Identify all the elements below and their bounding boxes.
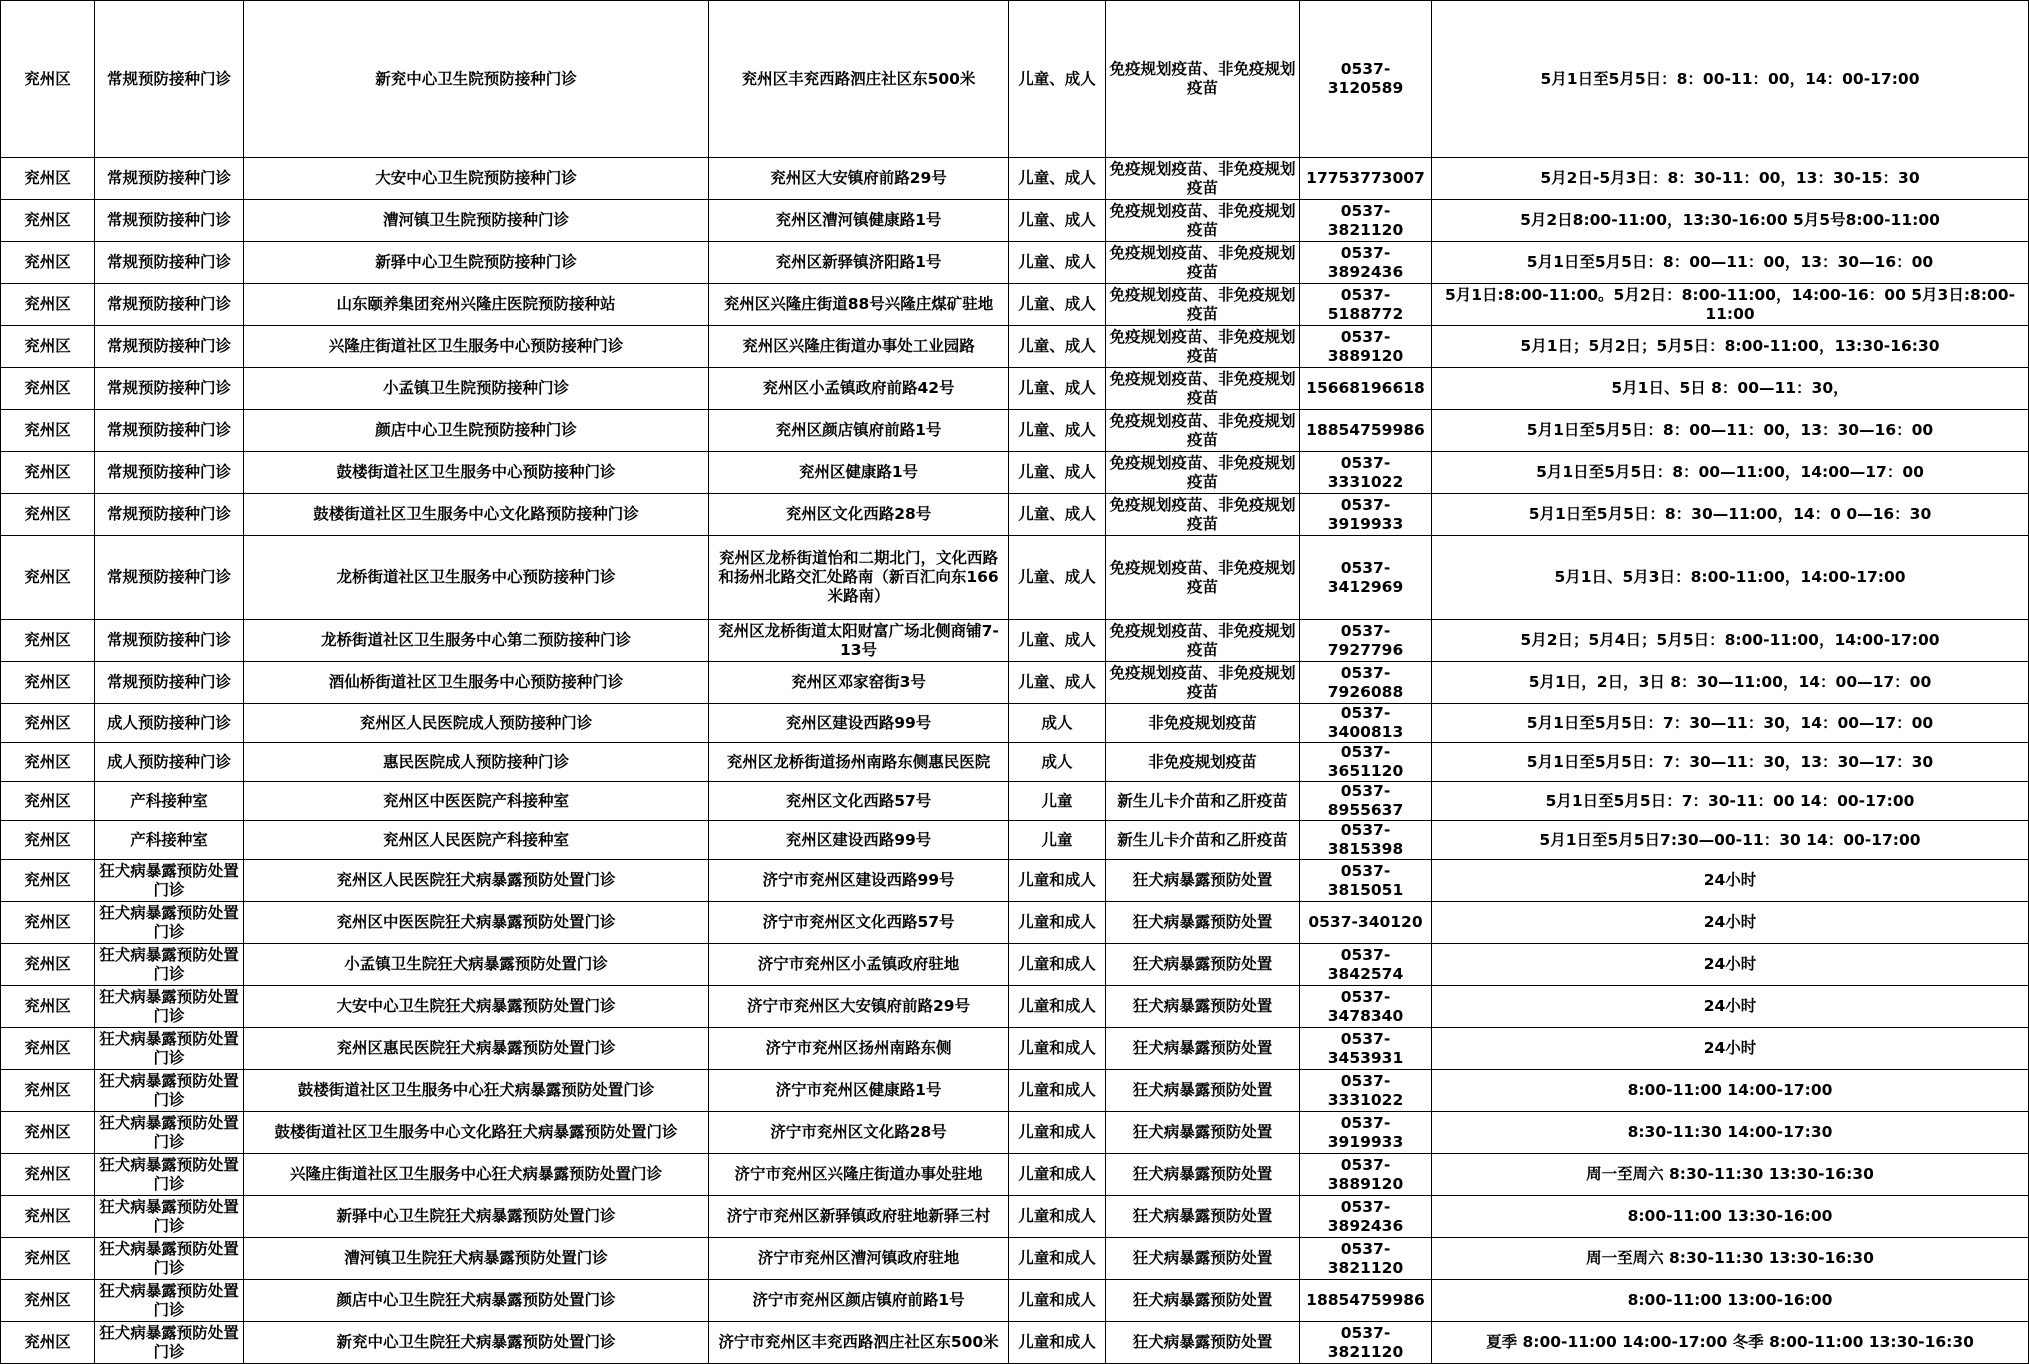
cell-phone: 17753773007 [1300, 158, 1432, 200]
cell-type: 狂犬病暴露预防处置门诊 [95, 1322, 244, 1364]
cell-type: 常规预防接种门诊 [95, 662, 244, 704]
cell-address: 济宁市兖州区颜店镇府前路1号 [709, 1280, 1009, 1322]
cell-address: 济宁市兖州区新驿镇政府驻地新驿三村 [709, 1196, 1009, 1238]
cell-vaccine: 免疫规划疫苗、非免疫规划疫苗 [1106, 620, 1300, 662]
cell-type: 狂犬病暴露预防处置门诊 [95, 944, 244, 986]
cell-vaccine: 免疫规划疫苗、非免疫规划疫苗 [1106, 200, 1300, 242]
cell-hours: 5月2日-5月3日：8：30-11：00，13：30-15：30 [1432, 158, 2029, 200]
cell-vaccine: 免疫规划疫苗、非免疫规划疫苗 [1106, 158, 1300, 200]
table-row [1, 1028, 2029, 1070]
table-row [1, 1154, 2029, 1196]
cell-target: 儿童、成人 [1009, 242, 1106, 284]
cell-district: 兖州区 [1, 902, 95, 944]
cell-hours: 24小时 [1432, 986, 2029, 1028]
cell-hours: 24小时 [1432, 902, 2029, 944]
cell-name: 颜店中心卫生院预防接种门诊 [244, 410, 709, 452]
cell-type: 产科接种室 [95, 782, 244, 821]
cell-phone: 0537-3331022 [1300, 452, 1432, 494]
cell-hours: 周一至周六 8:30-11:30 13:30-16:30 [1432, 1238, 2029, 1280]
cell-type: 狂犬病暴露预防处置门诊 [95, 1196, 244, 1238]
cell-phone: 0537-3412969 [1300, 536, 1432, 620]
cell-district: 兖州区 [1, 1280, 95, 1322]
cell-address: 济宁市兖州区丰兖西路泗庄社区东500米 [709, 1322, 1009, 1364]
cell-phone: 0537-3453931 [1300, 1028, 1432, 1070]
cell-hours: 5月1日至5月5日：8：30—11:00，14：0 0—16：30 [1432, 494, 2029, 536]
cell-district: 兖州区 [1, 158, 95, 200]
cell-name: 酒仙桥街道社区卫生服务中心预防接种门诊 [244, 662, 709, 704]
table-row [1, 1196, 2029, 1238]
cell-district: 兖州区 [1, 452, 95, 494]
cell-phone: 0537-3889120 [1300, 1154, 1432, 1196]
cell-target: 儿童、成人 [1009, 536, 1106, 620]
cell-type: 常规预防接种门诊 [95, 368, 244, 410]
cell-phone: 0537-340120 [1300, 902, 1432, 944]
cell-target: 儿童和成人 [1009, 1070, 1106, 1112]
clinic-table-body [1, 1, 2029, 1364]
cell-phone: 0537-8955637 [1300, 782, 1432, 821]
cell-type: 常规预防接种门诊 [95, 494, 244, 536]
cell-address: 兖州区文化西路57号 [709, 782, 1009, 821]
cell-vaccine: 免疫规划疫苗、非免疫规划疫苗 [1106, 284, 1300, 326]
cell-name: 新驿中心卫生院狂犬病暴露预防处置门诊 [244, 1196, 709, 1238]
cell-district: 兖州区 [1, 326, 95, 368]
cell-target: 儿童、成人 [1009, 1, 1106, 158]
cell-name: 漕河镇卫生院狂犬病暴露预防处置门诊 [244, 1238, 709, 1280]
cell-phone: 0537-3478340 [1300, 986, 1432, 1028]
cell-target: 儿童和成人 [1009, 1196, 1106, 1238]
cell-type: 常规预防接种门诊 [95, 620, 244, 662]
cell-address: 济宁市兖州区漕河镇政府驻地 [709, 1238, 1009, 1280]
cell-phone: 0537-3400813 [1300, 704, 1432, 743]
cell-type: 狂犬病暴露预防处置门诊 [95, 1238, 244, 1280]
cell-district: 兖州区 [1, 620, 95, 662]
cell-type: 狂犬病暴露预防处置门诊 [95, 1070, 244, 1112]
cell-vaccine: 狂犬病暴露预防处置 [1106, 1154, 1300, 1196]
table-row [1, 158, 2029, 200]
cell-type: 常规预防接种门诊 [95, 326, 244, 368]
cell-district: 兖州区 [1, 704, 95, 743]
cell-vaccine: 免疫规划疫苗、非免疫规划疫苗 [1106, 1, 1300, 158]
cell-target: 儿童和成人 [1009, 1238, 1106, 1280]
table-row [1, 326, 2029, 368]
cell-type: 狂犬病暴露预防处置门诊 [95, 986, 244, 1028]
table-row [1, 452, 2029, 494]
cell-phone: 0537-3821120 [1300, 1322, 1432, 1364]
cell-type: 常规预防接种门诊 [95, 410, 244, 452]
cell-address: 兖州区文化西路28号 [709, 494, 1009, 536]
cell-vaccine: 新生儿卡介苗和乙肝疫苗 [1106, 821, 1300, 860]
cell-name: 鼓楼街道社区卫生服务中心文化路狂犬病暴露预防处置门诊 [244, 1112, 709, 1154]
table-row [1, 782, 2029, 821]
cell-hours: 8:00-11:00 13:30-16:00 [1432, 1196, 2029, 1238]
table-row [1, 368, 2029, 410]
cell-district: 兖州区 [1, 860, 95, 902]
table-row [1, 494, 2029, 536]
cell-phone: 0537-7927796 [1300, 620, 1432, 662]
cell-vaccine: 免疫规划疫苗、非免疫规划疫苗 [1106, 410, 1300, 452]
cell-hours: 周一至周六 8:30-11:30 13:30-16:30 [1432, 1154, 2029, 1196]
cell-type: 常规预防接种门诊 [95, 536, 244, 620]
table-row [1, 704, 2029, 743]
cell-type: 常规预防接种门诊 [95, 1, 244, 158]
cell-name: 新驿中心卫生院预防接种门诊 [244, 242, 709, 284]
cell-phone: 15668196618 [1300, 368, 1432, 410]
cell-address: 兖州区健康路1号 [709, 452, 1009, 494]
cell-district: 兖州区 [1, 494, 95, 536]
cell-vaccine: 狂犬病暴露预防处置 [1106, 1322, 1300, 1364]
cell-target: 儿童、成人 [1009, 200, 1106, 242]
cell-vaccine: 狂犬病暴露预防处置 [1106, 1280, 1300, 1322]
cell-name: 惠民医院成人预防接种门诊 [244, 743, 709, 782]
cell-district: 兖州区 [1, 1070, 95, 1112]
cell-hours: 夏季 8:00-11:00 14:00-17:00 冬季 8:00-11:00 13:30-16:30 [1432, 1322, 2029, 1364]
cell-phone: 0537-3892436 [1300, 1196, 1432, 1238]
cell-target: 儿童、成人 [1009, 368, 1106, 410]
cell-vaccine: 狂犬病暴露预防处置 [1106, 902, 1300, 944]
cell-name: 新兖中心卫生院预防接种门诊 [244, 1, 709, 158]
cell-vaccine: 新生儿卡介苗和乙肝疫苗 [1106, 782, 1300, 821]
table-row [1, 902, 2029, 944]
cell-hours: 5月1日；5月2日；5月5日：8:00-11:00，13:30-16:30 [1432, 326, 2029, 368]
cell-phone: 0537-3889120 [1300, 326, 1432, 368]
cell-name: 兖州区人民医院成人预防接种门诊 [244, 704, 709, 743]
cell-name: 小孟镇卫生院狂犬病暴露预防处置门诊 [244, 944, 709, 986]
cell-address: 济宁市兖州区文化西路57号 [709, 902, 1009, 944]
cell-target: 儿童和成人 [1009, 1280, 1106, 1322]
cell-district: 兖州区 [1, 242, 95, 284]
cell-district: 兖州区 [1, 368, 95, 410]
cell-type: 狂犬病暴露预防处置门诊 [95, 1028, 244, 1070]
cell-type: 狂犬病暴露预防处置门诊 [95, 1280, 244, 1322]
cell-phone: 0537-3120589 [1300, 1, 1432, 158]
cell-target: 儿童和成人 [1009, 860, 1106, 902]
cell-district: 兖州区 [1, 410, 95, 452]
cell-vaccine: 免疫规划疫苗、非免疫规划疫苗 [1106, 494, 1300, 536]
table-row [1, 821, 2029, 860]
cell-phone: 18854759986 [1300, 410, 1432, 452]
cell-target: 儿童、成人 [1009, 326, 1106, 368]
table-row [1, 860, 2029, 902]
cell-hours: 8:00-11:00 13:00-16:00 [1432, 1280, 2029, 1322]
cell-district: 兖州区 [1, 200, 95, 242]
cell-target: 成人 [1009, 704, 1106, 743]
cell-name: 兖州区人民医院产科接种室 [244, 821, 709, 860]
cell-type: 常规预防接种门诊 [95, 200, 244, 242]
cell-vaccine: 狂犬病暴露预防处置 [1106, 1196, 1300, 1238]
cell-name: 兖州区中医医院狂犬病暴露预防处置门诊 [244, 902, 709, 944]
cell-address: 济宁市兖州区健康路1号 [709, 1070, 1009, 1112]
cell-district: 兖州区 [1, 284, 95, 326]
cell-target: 儿童、成人 [1009, 620, 1106, 662]
cell-vaccine: 免疫规划疫苗、非免疫规划疫苗 [1106, 452, 1300, 494]
cell-hours: 5月1日至5月5日7:30—00-11：30 14：00-17:00 [1432, 821, 2029, 860]
cell-address: 兖州区龙桥街道怡和二期北门，文化西路和扬州北路交汇处路南（新百汇向东166米路南） [709, 536, 1009, 620]
cell-name: 鼓楼街道社区卫生服务中心狂犬病暴露预防处置门诊 [244, 1070, 709, 1112]
table-row [1, 1070, 2029, 1112]
cell-phone: 0537-3815398 [1300, 821, 1432, 860]
cell-phone: 0537-3331022 [1300, 1070, 1432, 1112]
cell-address: 济宁市兖州区文化路28号 [709, 1112, 1009, 1154]
cell-vaccine: 免疫规划疫苗、非免疫规划疫苗 [1106, 368, 1300, 410]
cell-type: 成人预防接种门诊 [95, 743, 244, 782]
cell-name: 兖州区人民医院狂犬病暴露预防处置门诊 [244, 860, 709, 902]
cell-target: 儿童、成人 [1009, 662, 1106, 704]
cell-district: 兖州区 [1, 944, 95, 986]
cell-type: 成人预防接种门诊 [95, 704, 244, 743]
cell-address: 兖州区兴隆庄街道办事处工业园路 [709, 326, 1009, 368]
cell-district: 兖州区 [1, 1196, 95, 1238]
cell-phone: 0537-3821120 [1300, 1238, 1432, 1280]
cell-vaccine: 狂犬病暴露预防处置 [1106, 1070, 1300, 1112]
table-row [1, 1238, 2029, 1280]
table-row [1, 284, 2029, 326]
cell-name: 兖州区中医医院产科接种室 [244, 782, 709, 821]
table-row [1, 743, 2029, 782]
table-row [1, 1280, 2029, 1322]
cell-address: 兖州区新驿镇济阳路1号 [709, 242, 1009, 284]
cell-phone: 0537-5188772 [1300, 284, 1432, 326]
cell-vaccine: 狂犬病暴露预防处置 [1106, 986, 1300, 1028]
cell-name: 漕河镇卫生院预防接种门诊 [244, 200, 709, 242]
table-row [1, 662, 2029, 704]
cell-name: 兴隆庄街道社区卫生服务中心预防接种门诊 [244, 326, 709, 368]
cell-phone: 0537-3842574 [1300, 944, 1432, 986]
cell-vaccine: 狂犬病暴露预防处置 [1106, 860, 1300, 902]
table-row [1, 1112, 2029, 1154]
cell-address: 济宁市兖州区兴隆庄街道办事处驻地 [709, 1154, 1009, 1196]
cell-target: 儿童 [1009, 821, 1106, 860]
cell-hours: 5月1日至5月5日：7：30—11：30，13：30—17：30 [1432, 743, 2029, 782]
cell-vaccine: 狂犬病暴露预防处置 [1106, 1028, 1300, 1070]
cell-name: 鼓楼街道社区卫生服务中心文化路预防接种门诊 [244, 494, 709, 536]
cell-phone: 0537-3815051 [1300, 860, 1432, 902]
cell-name: 龙桥街道社区卫生服务中心第二预防接种门诊 [244, 620, 709, 662]
cell-hours: 24小时 [1432, 860, 2029, 902]
cell-hours: 5月2日8:00-11:00，13:30-16:00 5月5号8:00-11:00 [1432, 200, 2029, 242]
cell-target: 儿童和成人 [1009, 944, 1106, 986]
cell-target: 儿童、成人 [1009, 452, 1106, 494]
cell-name: 大安中心卫生院预防接种门诊 [244, 158, 709, 200]
cell-address: 兖州区丰兖西路泗庄社区东500米 [709, 1, 1009, 158]
cell-phone: 0537-3651120 [1300, 743, 1432, 782]
cell-target: 儿童和成人 [1009, 1028, 1106, 1070]
cell-vaccine: 非免疫规划疫苗 [1106, 704, 1300, 743]
cell-vaccine: 狂犬病暴露预防处置 [1106, 1112, 1300, 1154]
table-row [1, 1322, 2029, 1364]
cell-district: 兖州区 [1, 743, 95, 782]
cell-hours: 5月1日、5日 8：00—11：30， [1432, 368, 2029, 410]
table-row [1, 1, 2029, 158]
cell-address: 济宁市兖州区小孟镇政府驻地 [709, 944, 1009, 986]
cell-phone: 0537-3892436 [1300, 242, 1432, 284]
cell-district: 兖州区 [1, 1028, 95, 1070]
cell-hours: 24小时 [1432, 1028, 2029, 1070]
cell-address: 兖州区邓家窑街3号 [709, 662, 1009, 704]
cell-hours: 5月1日、5月3日：8:00-11:00，14:00-17:00 [1432, 536, 2029, 620]
cell-name: 大安中心卫生院狂犬病暴露预防处置门诊 [244, 986, 709, 1028]
cell-target: 儿童和成人 [1009, 902, 1106, 944]
cell-hours: 5月1日至5月5日：8：00—11：00，13：30—16：00 [1432, 410, 2029, 452]
cell-target: 儿童和成人 [1009, 1154, 1106, 1196]
table-row [1, 242, 2029, 284]
cell-phone: 0537-3919933 [1300, 494, 1432, 536]
cell-hours: 5月2日；5月4日；5月5日：8:00-11:00，14:00-17:00 [1432, 620, 2029, 662]
cell-phone: 0537-3821120 [1300, 200, 1432, 242]
cell-address: 兖州区兴隆庄街道88号兴隆庄煤矿驻地 [709, 284, 1009, 326]
cell-phone: 18854759986 [1300, 1280, 1432, 1322]
cell-hours: 5月1日至5月5日：7：30—11：30，14：00—17：00 [1432, 704, 2029, 743]
cell-address: 兖州区漕河镇健康路1号 [709, 200, 1009, 242]
cell-district: 兖州区 [1, 986, 95, 1028]
cell-name: 颜店中心卫生院狂犬病暴露预防处置门诊 [244, 1280, 709, 1322]
cell-address: 兖州区小孟镇政府前路42号 [709, 368, 1009, 410]
cell-target: 儿童和成人 [1009, 1322, 1106, 1364]
table-row [1, 620, 2029, 662]
cell-target: 成人 [1009, 743, 1106, 782]
cell-type: 狂犬病暴露预防处置门诊 [95, 1154, 244, 1196]
cell-district: 兖州区 [1, 782, 95, 821]
cell-target: 儿童 [1009, 782, 1106, 821]
cell-address: 兖州区龙桥街道太阳财富广场北侧商铺7-13号 [709, 620, 1009, 662]
cell-type: 常规预防接种门诊 [95, 158, 244, 200]
cell-address: 济宁市兖州区大安镇府前路29号 [709, 986, 1009, 1028]
cell-vaccine: 免疫规划疫苗、非免疫规划疫苗 [1106, 242, 1300, 284]
cell-address: 兖州区大安镇府前路29号 [709, 158, 1009, 200]
cell-type: 常规预防接种门诊 [95, 242, 244, 284]
cell-vaccine: 免疫规划疫苗、非免疫规划疫苗 [1106, 536, 1300, 620]
cell-hours: 5月1日至5月5日：7：30-11：00 14：00-17:00 [1432, 782, 2029, 821]
cell-hours: 5月1日至5月5日：8：00-11：00，14：00-17:00 [1432, 1, 2029, 158]
cell-district: 兖州区 [1, 1112, 95, 1154]
cell-hours: 5月1日，2日，3日 8：30—11:00，14：00—17：00 [1432, 662, 2029, 704]
cell-vaccine: 非免疫规划疫苗 [1106, 743, 1300, 782]
cell-target: 儿童和成人 [1009, 1112, 1106, 1154]
cell-address: 兖州区建设西路99号 [709, 821, 1009, 860]
cell-name: 新兖中心卫生院狂犬病暴露预防处置门诊 [244, 1322, 709, 1364]
cell-vaccine: 狂犬病暴露预防处置 [1106, 944, 1300, 986]
cell-target: 儿童和成人 [1009, 986, 1106, 1028]
cell-district: 兖州区 [1, 1, 95, 158]
cell-district: 兖州区 [1, 821, 95, 860]
table-row [1, 410, 2029, 452]
cell-type: 常规预防接种门诊 [95, 452, 244, 494]
cell-name: 小孟镇卫生院预防接种门诊 [244, 368, 709, 410]
cell-type: 产科接种室 [95, 821, 244, 860]
cell-hours: 8:30-11:30 14:00-17:30 [1432, 1112, 2029, 1154]
cell-target: 儿童、成人 [1009, 410, 1106, 452]
cell-address: 兖州区颜店镇府前路1号 [709, 410, 1009, 452]
cell-name: 龙桥街道社区卫生服务中心预防接种门诊 [244, 536, 709, 620]
cell-hours: 24小时 [1432, 944, 2029, 986]
cell-phone: 0537-7926088 [1300, 662, 1432, 704]
cell-target: 儿童、成人 [1009, 284, 1106, 326]
cell-district: 兖州区 [1, 536, 95, 620]
table-row [1, 986, 2029, 1028]
cell-type: 狂犬病暴露预防处置门诊 [95, 1112, 244, 1154]
cell-target: 儿童、成人 [1009, 158, 1106, 200]
cell-district: 兖州区 [1, 662, 95, 704]
table-row [1, 944, 2029, 986]
cell-type: 常规预防接种门诊 [95, 284, 244, 326]
cell-address: 兖州区建设西路99号 [709, 704, 1009, 743]
cell-vaccine: 狂犬病暴露预防处置 [1106, 1238, 1300, 1280]
cell-type: 狂犬病暴露预防处置门诊 [95, 902, 244, 944]
cell-address: 济宁市兖州区扬州南路东侧 [709, 1028, 1009, 1070]
cell-target: 儿童、成人 [1009, 494, 1106, 536]
cell-name: 鼓楼街道社区卫生服务中心预防接种门诊 [244, 452, 709, 494]
cell-vaccine: 免疫规划疫苗、非免疫规划疫苗 [1106, 326, 1300, 368]
cell-type: 狂犬病暴露预防处置门诊 [95, 860, 244, 902]
cell-hours: 5月1日至5月5日：8：00—11：00，13：30—16：00 [1432, 242, 2029, 284]
cell-name: 兴隆庄街道社区卫生服务中心狂犬病暴露预防处置门诊 [244, 1154, 709, 1196]
cell-name: 兖州区惠民医院狂犬病暴露预防处置门诊 [244, 1028, 709, 1070]
cell-district: 兖州区 [1, 1322, 95, 1364]
table-row [1, 200, 2029, 242]
cell-address: 兖州区龙桥街道扬州南路东侧惠民医院 [709, 743, 1009, 782]
cell-hours: 8:00-11:00 14:00-17:00 [1432, 1070, 2029, 1112]
cell-district: 兖州区 [1, 1238, 95, 1280]
cell-hours: 5月1日:8:00-11:00。5月2日：8:00-11:00，14:00-16：00 5月3日:8:00-11:00 [1432, 284, 2029, 326]
cell-vaccine: 免疫规划疫苗、非免疫规划疫苗 [1106, 662, 1300, 704]
cell-hours: 5月1日至5月5日：8：00—11:00，14:00—17：00 [1432, 452, 2029, 494]
cell-address: 济宁市兖州区建设西路99号 [709, 860, 1009, 902]
cell-phone: 0537-3919933 [1300, 1112, 1432, 1154]
cell-district: 兖州区 [1, 1154, 95, 1196]
table-row [1, 536, 2029, 620]
cell-name: 山东颐养集团兖州兴隆庄医院预防接种站 [244, 284, 709, 326]
